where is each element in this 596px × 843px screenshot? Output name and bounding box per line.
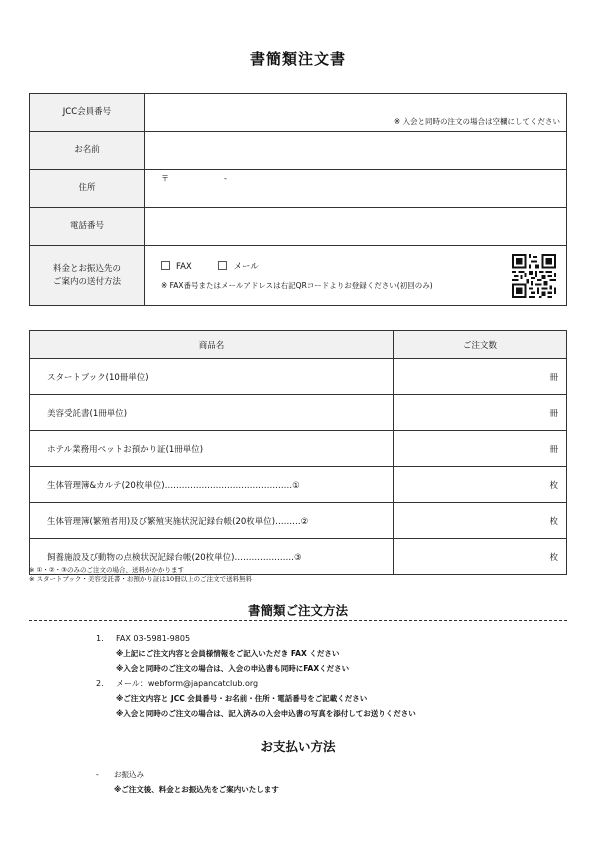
product-name: 飼養施設及び動物の点検状況記録台帳(20枚単位)…………………③ — [30, 539, 394, 575]
step-note: ※入会と同時のご注文の場合は、入会の申込書も同時にFAXください — [116, 664, 350, 673]
quantity-field[interactable] — [394, 395, 567, 431]
payment-note: ※ご注文後、料金とお振込先をご案内いたします — [114, 785, 279, 794]
name-field[interactable] — [145, 132, 567, 170]
quantity-header: ご注文数 — [394, 331, 567, 359]
product-name: スタートブック(10冊単位) — [30, 359, 394, 395]
name-label: お名前 — [30, 132, 145, 170]
product-name: 生体管理簿(繁殖者用)及び繁殖実施状況記録台帳(20枚単位)………② — [30, 503, 394, 539]
fax-option[interactable] — [161, 262, 192, 272]
step-number: 2. — [96, 679, 104, 688]
table-row — [30, 503, 567, 539]
address-label: 住所 — [30, 170, 145, 208]
member-number-note: ※ 入会と同時の注文の場合は空欄にしてください — [393, 117, 560, 126]
quantity-unit: 冊 — [549, 444, 558, 455]
phone-field[interactable] — [145, 208, 567, 246]
phone-label: 電話番号 — [30, 208, 145, 246]
product-name: 美容受託書(1冊単位) — [30, 395, 394, 431]
quantity-field[interactable] — [394, 467, 567, 503]
step-text: メール：webform@japancatclub.org — [116, 679, 259, 688]
phone-row — [30, 208, 567, 246]
payment-item-text: お振込み — [114, 770, 144, 779]
order-method-title: 書簡類ご注文方法 — [247, 603, 348, 618]
product-name: 生体管理簿&カルテ(20枚単位)………………………………………① — [30, 467, 394, 503]
step-fax — [96, 631, 416, 646]
delivery-method-row — [30, 246, 567, 306]
quantity-field[interactable] — [394, 359, 567, 395]
delivery-method-field — [145, 246, 567, 306]
member-number-row — [30, 94, 567, 132]
name-row — [30, 132, 567, 170]
fax-option-label: FAX — [176, 262, 192, 272]
postal-code — [161, 173, 227, 184]
step-note: ※ご注文内容と JCC 会員番号・お名前・住所・電話番号をご記載ください — [116, 694, 368, 703]
member-number-field[interactable] — [145, 94, 567, 132]
step-note: ※入会と同時のご注文の場合は、記入済みの入会申込書の写真を添付してお送りください — [116, 709, 416, 718]
delivery-label-line2: ご案内の送付方法 — [52, 276, 121, 287]
quantity-field[interactable] — [394, 503, 567, 539]
payment-item — [96, 767, 279, 782]
step-number: 1. — [96, 634, 104, 643]
page-title: 書簡類注文書 — [249, 50, 346, 68]
qr-code — [512, 254, 556, 298]
quantity-field[interactable] — [394, 431, 567, 467]
dashed-divider — [29, 620, 567, 621]
quantity-unit: 冊 — [549, 408, 558, 419]
order-table-header — [30, 331, 567, 359]
payment-title: お支払い方法 — [260, 739, 336, 754]
member-number-label: JCC会員番号 — [30, 94, 145, 132]
mail-option[interactable] — [218, 262, 258, 272]
fax-checkbox[interactable] — [161, 261, 170, 270]
quantity-unit: 冊 — [549, 372, 558, 383]
shipping-note: ※ ①・②・③のみのご注文の場合、送料がかかります — [29, 566, 184, 574]
product-name-header: 商品名 — [30, 331, 394, 359]
mail-checkbox[interactable] — [218, 261, 227, 270]
order-method-steps — [96, 631, 416, 721]
quantity-unit: 枚 — [549, 516, 558, 527]
table-row — [30, 395, 567, 431]
member-info-table — [29, 93, 567, 306]
step-mail — [96, 676, 416, 691]
order-table — [29, 330, 567, 575]
quantity-field[interactable] — [394, 539, 567, 575]
free-shipping-note: ※ スタートブック・美容受託書・お預かり証は10冊以上のご注文で送料無料 — [29, 575, 253, 583]
table-row — [30, 431, 567, 467]
step-note: ※上記にご注文内容と会員様情報をご記入いただき FAX ください — [116, 649, 340, 658]
delivery-method-label — [30, 246, 145, 306]
table-row — [30, 467, 567, 503]
quantity-unit: 枚 — [549, 552, 558, 563]
quantity-unit: 枚 — [549, 480, 558, 491]
payment-bullet: - — [96, 770, 99, 779]
order-notes — [29, 566, 252, 584]
postal-mark: 〒 — [161, 174, 169, 183]
table-row — [30, 359, 567, 395]
delivery-label-line1: 料金とお振込先の — [52, 263, 121, 274]
step-text: FAX 03-5981-9805 — [116, 634, 191, 643]
delivery-options — [161, 260, 283, 272]
mail-option-label: メール — [233, 262, 259, 272]
address-row — [30, 170, 567, 208]
product-name: ホテル業務用ペットお預かり証(1冊単位) — [30, 431, 394, 467]
delivery-note: ※ FAX番号またはメールアドレスは右記QRコードよりお登録ください(初回のみ) — [161, 281, 433, 290]
address-field[interactable] — [145, 170, 567, 208]
postal-dash: - — [224, 174, 227, 183]
payment-method — [96, 767, 279, 797]
